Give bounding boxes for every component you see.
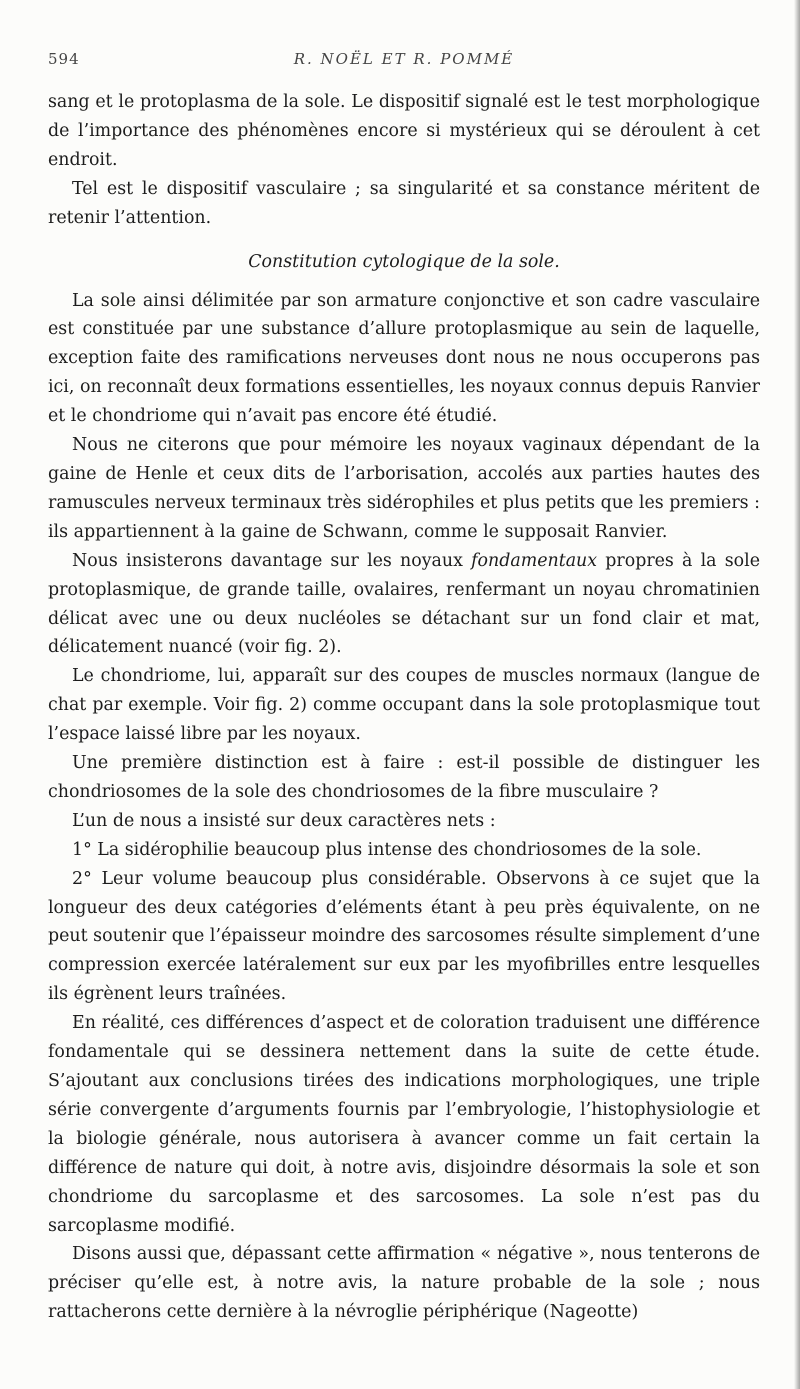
paragraph-12: Disons aussi que, dépassant cette affirmation « négative », nous tenterons de préciser qu’elle est, à notre avis, la nature probable de la sole ; nous rattacherons cette dernière à la névroglie périphérique (Nageotte) bbox=[48, 1244, 760, 1323]
paragraph-11: En réalité, ces différences d’aspect et de coloration traduisent une différence fondamentale qui se dessinera nettement dans la suite de cette étude. S’ajoutant aux conclusions tirées des indications morphologiques, une triple série convergente d’arguments fournis par l’embryologie, l’histophysiologie et la biologie générale, nous autorisera à avancer comme un fait certain la différence de nature qui doit, à notre avis, disjoindre désormais la sole et son chondriome du sarcoplasme et des sarcosomes. La sole n’est pas du sarcoplasme modifié. bbox=[48, 1013, 760, 1236]
paragraph-9: 1° La sidérophilie beaucoup plus intense des chondriosomes de la sole. bbox=[72, 839, 702, 860]
page-edge-shadow bbox=[794, 0, 800, 1389]
running-title: R. NOËL ET R. POMMÉ bbox=[293, 50, 515, 68]
paragraph-8: L’un de nous a insisté sur deux caractères nets : bbox=[72, 810, 496, 831]
paragraph-5-italic: fondamentaux bbox=[471, 550, 598, 571]
paragraph-10: 2° Leur volume beaucoup plus considérable. Observons à ce sujet que la longueur des deux catégories d’eléments étant à peu près équivalente, on ne peut soutenir que l’épaisseur moindre des sarcosomes résulte simplement d’une compression exercée latéralement sur eux par les myofibrilles entre lesquelles ils égrènent leurs traînées. bbox=[48, 868, 760, 1005]
paragraph-2: Tel est le dispositif vasculaire ; sa singularité et sa constance méritent de retenir l’attention. bbox=[48, 178, 760, 228]
page-header bbox=[48, 50, 760, 74]
paragraph-6: Le chondriome, lui, apparaît sur des coupes de muscles normaux (langue de chat par exemple. Voir fig. 2) comme occupant dans la sole protoplasmique tout l’espace laissé libre par les noyaux. bbox=[48, 666, 760, 745]
page-number: 594 bbox=[48, 50, 80, 68]
section-title: Constitution cytologique de la sole. bbox=[248, 251, 560, 272]
paragraph-4: Nous ne citerons que pour mémoire les noyaux vaginaux dépendant de la gaine de Henle et ceux dits de l’arborisation, accolés aux parties hautes des ramuscules nerveux terminaux très sidérophiles et plus petits que les premiers : ils appartiennent à la gaine de Schwann, comme le supposait Ranvier. bbox=[48, 435, 760, 542]
paragraph-5 bbox=[48, 547, 760, 663]
paragraph-5-end: propres à la sole protoplasmique, de grande taille, ovalaires, renfermant un noyau chromatinien délicat avec une ou deux nucléoles se détachant sur un fond clair et mat, délicatement nuancé (voir fig. 2). bbox=[48, 550, 760, 658]
paragraph-5-start: Nous insisterons davantage sur les noyaux bbox=[72, 550, 472, 571]
paragraph-3: La sole ainsi délimitée par son armature conjonctive et son cadre vasculaire est constituée par une substance d’allure protoplasmique au sein de laquelle, exception faite des ramifications nerveuses dont nous ne nous occuperons pas ici, on reconnaît deux formations essentielles, les noyaux connus depuis Ranvier et le chondriome qui n’avait pas encore été étudié. bbox=[48, 290, 760, 427]
paragraph-7: Une première distinction est à faire : est-il possible de distinguer les chondriosomes de la sole des chondriosomes de la fibre musculaire ? bbox=[48, 753, 760, 802]
paragraph-1: sang et le protoplasma de la sole. Le dispositif signalé est le test morphologique de l’importance des phénomènes encore si mystérieux qui se déroulent à cet endroit. bbox=[48, 92, 760, 170]
body-text bbox=[48, 88, 760, 1327]
